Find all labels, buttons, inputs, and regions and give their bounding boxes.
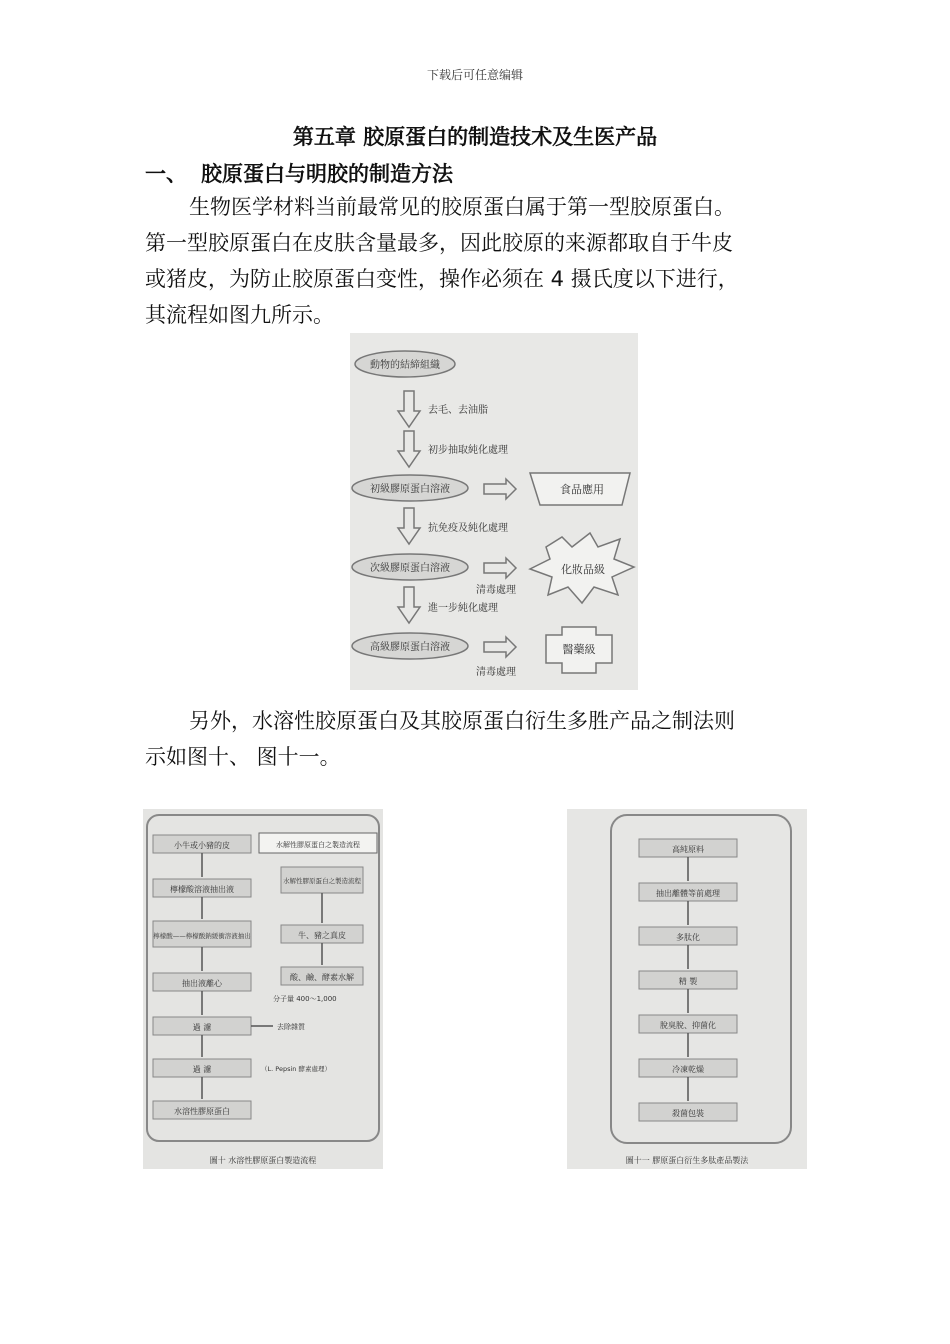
down-arrow-icon — [398, 391, 420, 427]
down-arrow-icon — [398, 587, 420, 623]
chapter-title: 第五章 胶原蛋白的制造技术及生医产品 — [292, 125, 658, 149]
paragraph-line: 另外，水溶性胶原蛋白及其胶原蛋白衍生多胜产品之制法则 — [189, 709, 735, 733]
figure-9-flowchart — [350, 333, 638, 690]
flow-box-label: 檸檬酸溶液抽出液 — [170, 885, 234, 894]
flow-box-label: 高純原料 — [672, 845, 704, 854]
figure-caption: 圖十一 膠原蛋白衍生多肽產品製法 — [625, 1156, 749, 1165]
section-number: 一、 — [145, 162, 187, 186]
arrow-note: 清毒處理 — [476, 585, 516, 596]
section-title: 胶原蛋白与明胶的制造方法 — [201, 162, 453, 186]
process-title: 水解性膠原蛋白之製造流程 — [276, 841, 360, 849]
right-arrow-icon — [484, 558, 516, 578]
flow-note: 去除雜質 — [277, 1023, 305, 1031]
right-arrow-icon — [484, 479, 516, 499]
flow-box-label: 精 製 — [678, 977, 698, 986]
flow-node-label: 初級膠原蛋白溶液 — [370, 484, 450, 495]
flow-node-label: 次級膠原蛋白溶液 — [370, 563, 450, 574]
paragraph-line: 第一型胶原蛋白在皮肤含量最多，因此胶原的来源都取自于牛皮 — [145, 231, 733, 255]
flow-box-label: 過 濾 — [192, 1065, 212, 1074]
figure-11-flowchart — [567, 809, 807, 1169]
paragraph-line: 示如图十、 图十一。 — [145, 745, 341, 769]
flow-box-label: 冷凍乾燥 — [672, 1065, 704, 1074]
flow-box-label: 抽出離體等前處理 — [656, 889, 720, 898]
output-label: 醫藥級 — [562, 643, 596, 656]
flow-box-label: 牛、豬之真皮 — [298, 931, 346, 940]
flow-box-label: 檸檬酸——檸檬酸鈉緩衝溶液抽出 — [153, 932, 251, 940]
header-note: 下载后可任意编辑 — [426, 68, 523, 82]
paragraph-2 — [145, 703, 805, 775]
output-label: 化妝品級 — [561, 563, 605, 576]
figure-10-scan — [143, 809, 383, 1169]
flow-box-label: 脫臭脫、抑菌化 — [660, 1021, 716, 1030]
flow-box-label: 小牛或小豬的皮 — [174, 841, 230, 850]
figure-9-scan — [350, 333, 638, 690]
down-arrow-icon — [398, 431, 420, 467]
flow-box-label: 殺菌包裝 — [672, 1109, 704, 1118]
paragraph-line: 其流程如图九所示。 — [145, 303, 334, 327]
figure-11-scan — [567, 809, 807, 1169]
flow-note: （L. Pepsin 酵素處理） — [261, 1065, 331, 1073]
figure-caption: 圖十 水溶性膠原蛋白製造流程 — [209, 1156, 317, 1165]
paragraph-line: 或猪皮，为防止胶原蛋白变性，操作必须在 4 摄氏度以下进行， — [145, 267, 739, 291]
flow-node-label: 高級膠原蛋白溶液 — [370, 642, 450, 653]
figure-10-flowchart — [143, 809, 383, 1169]
paragraph-1 — [145, 189, 805, 333]
flow-box-label: 水溶性膠原蛋白 — [174, 1107, 230, 1116]
flow-step-label: 去毛、去油脂 — [428, 405, 488, 416]
flow-step-label: 進一步純化處理 — [428, 603, 498, 614]
flow-node-label: 動物的結締組織 — [370, 360, 440, 371]
flow-box-label: 抽出液離心 — [182, 979, 222, 988]
flow-note: 分子量 400～1,000 — [273, 995, 337, 1003]
flow-box-label: 水解性膠原蛋白之製造流程 — [283, 877, 361, 885]
output-label: 食品應用 — [560, 483, 604, 496]
section-heading — [145, 158, 453, 188]
flow-box-label: 過 濾 — [192, 1023, 212, 1032]
down-arrow-icon — [398, 508, 420, 544]
flow-step-label: 初步抽取純化處理 — [428, 445, 508, 456]
flow-box-label: 多肽化 — [676, 933, 700, 942]
paragraph-line: 生物医学材料当前最常见的胶原蛋白属于第一型胶原蛋白。 — [189, 195, 735, 219]
flow-box-label: 酸、鹼、酵素水解 — [290, 973, 354, 982]
flow-step-label: 抗免疫及純化處理 — [428, 523, 508, 534]
right-arrow-icon — [484, 637, 516, 657]
arrow-note: 清毒處理 — [476, 667, 516, 678]
